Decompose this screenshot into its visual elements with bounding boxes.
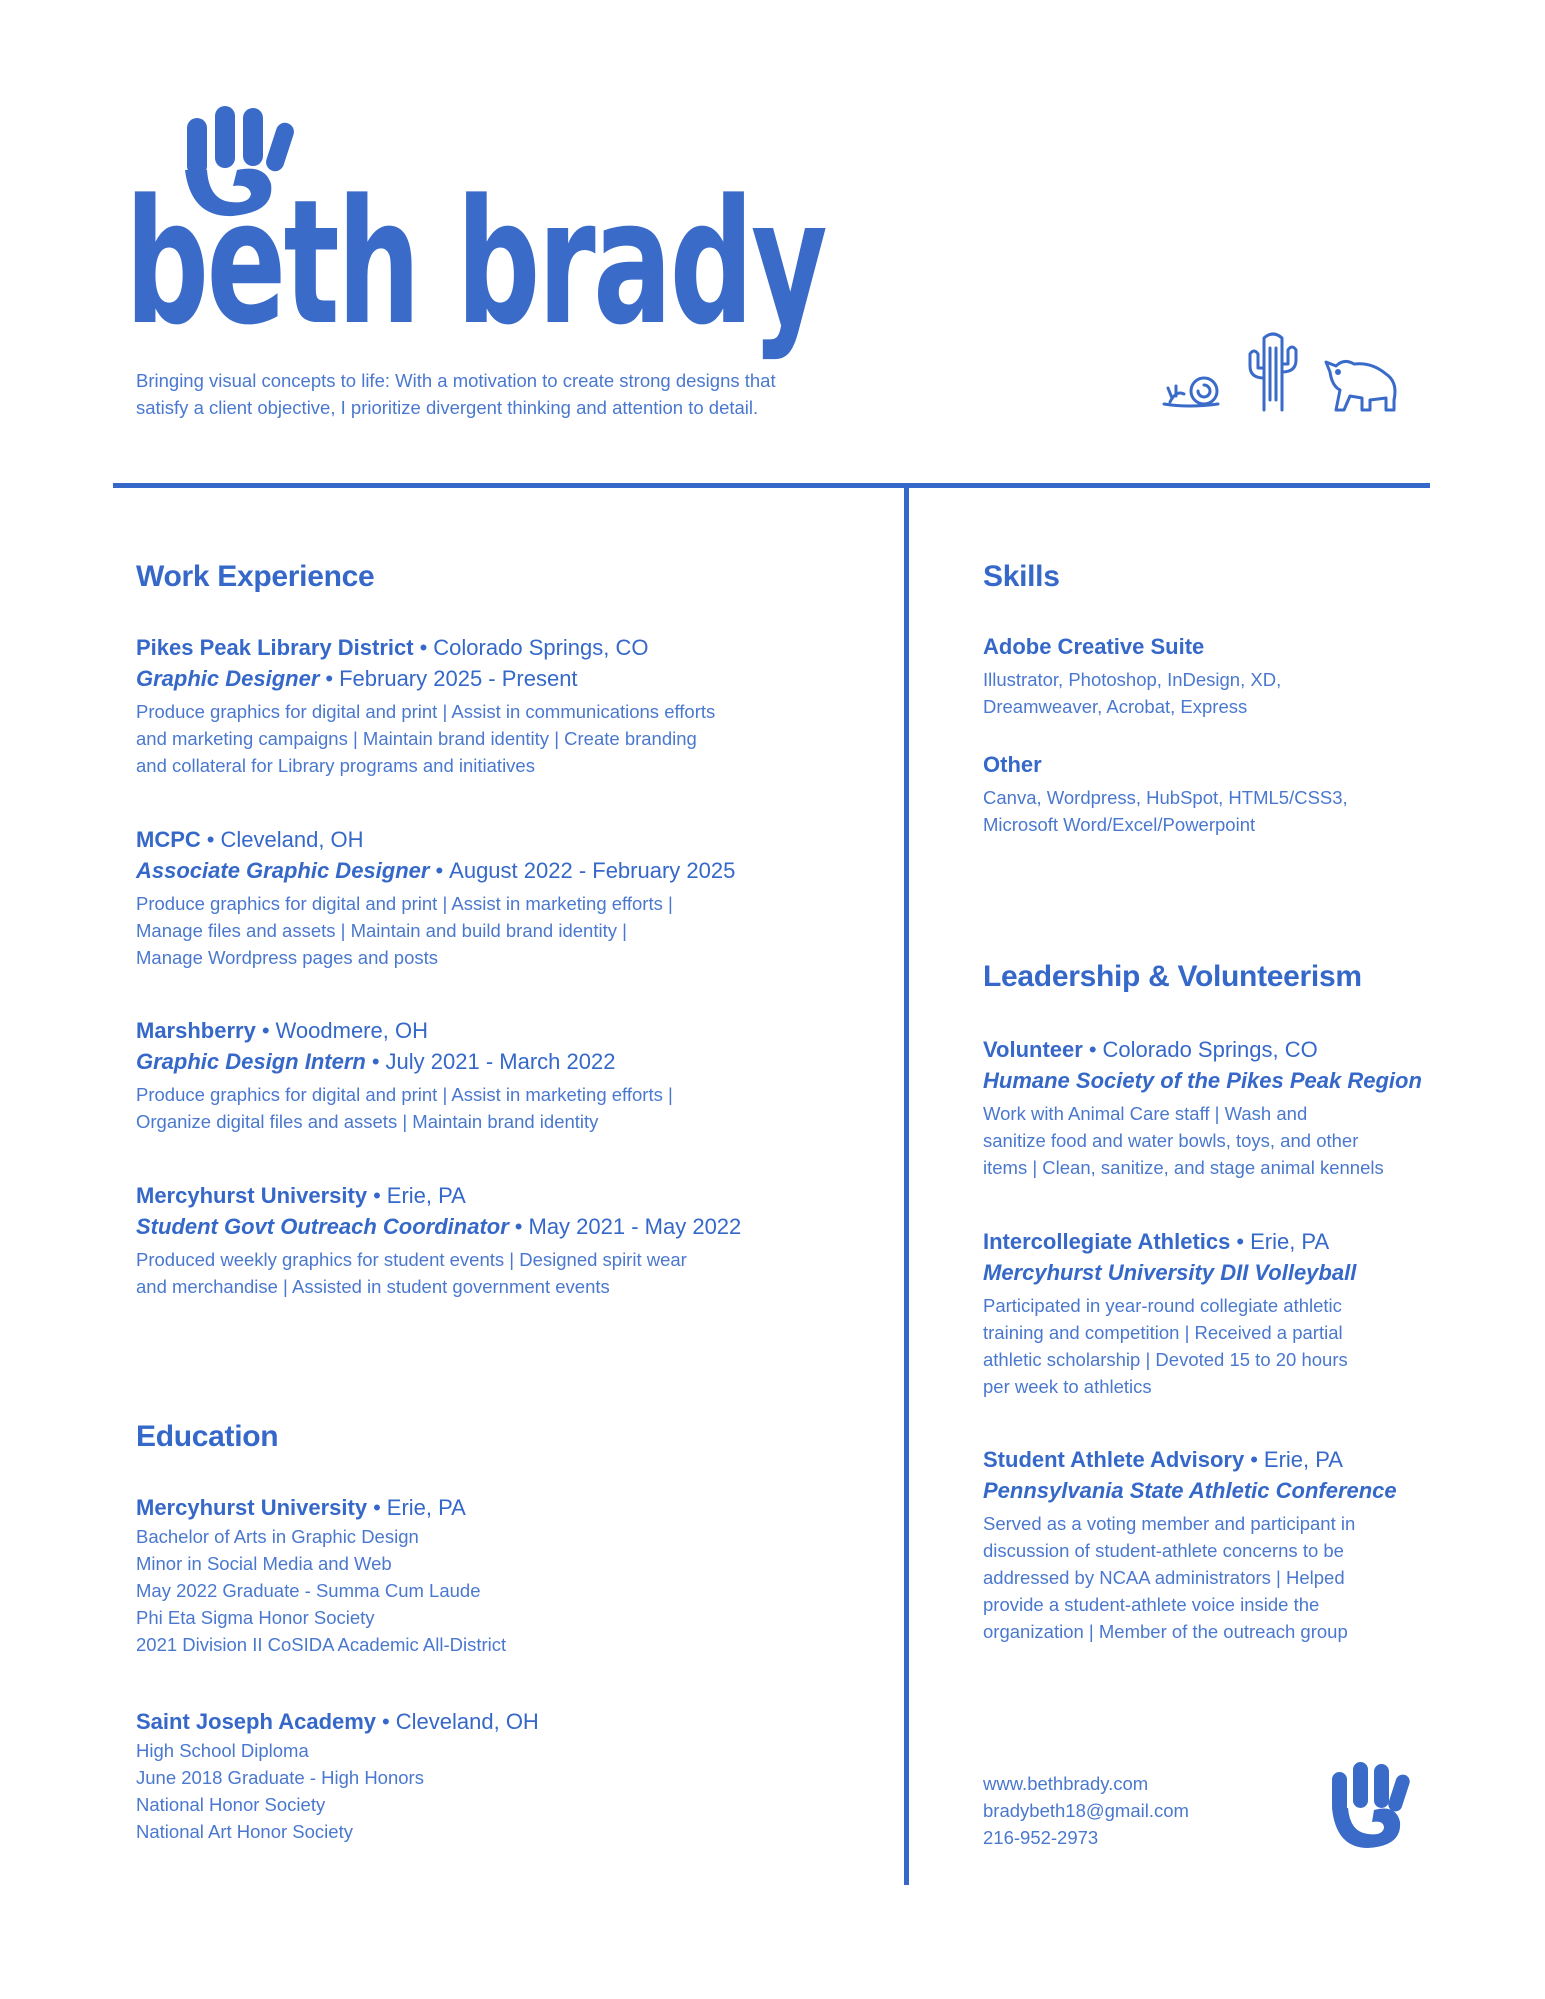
leadership-location: Erie, PA: [1263, 1447, 1343, 1472]
job-entry: Marshberry • Woodmere, OH Graphic Design Intern • July 2021 - March 2022 Produce graphics for digital and print | Assist in marketing efforts | Organize digital files and assets | Maintain brand identity: [136, 1015, 856, 1135]
job-org: Marshberry: [136, 1018, 256, 1043]
skill-group-title: Adobe Creative Suite: [983, 634, 1205, 659]
education-title: Education: [136, 1420, 279, 1453]
leadership-role: Humane Society of the Pikes Peak Region: [983, 1068, 1422, 1093]
school-org: Saint Joseph Academy: [136, 1709, 377, 1734]
job-role: Graphic Design Intern: [136, 1049, 366, 1074]
leadership-location: Colorado Springs, CO: [1102, 1037, 1318, 1062]
job-description: Produce graphics for digital and print | Assist in communications efforts and marketing campaigns | Maintain brand identity | Create branding and collateral for Library programs and initiatives: [136, 701, 716, 776]
job-role: Graphic Designer: [136, 666, 320, 691]
job-role: Associate Graphic Designer: [136, 858, 430, 883]
leadership-entry: Intercollegiate Athletics • Erie, PA Mercyhurst University DII Volleyball Participated in year-round collegiate athletic training and competition | Received a partial athletic scholarship | Devoted 15 to 20 hours per week to athletics: [983, 1226, 1443, 1400]
skill-list: Illustrator, Photoshop, InDesign, XD, Dreamweaver, Acrobat, Express: [983, 669, 1282, 717]
job-dates: May 2021 - May 2022: [528, 1214, 742, 1239]
snail-icon: [1164, 378, 1218, 406]
leadership-description: Served as a voting member and participant in discussion of student-athlete concerns to be addressed by NCAA administrators | Helped provide a student-athlete voice inside the organization | Member of the outreach group: [983, 1513, 1356, 1642]
leadership-org: Intercollegiate Athletics: [983, 1229, 1231, 1254]
leadership-entry: Student Athlete Advisory • Erie, PA Pennsylvania State Athletic Conference Served as a voting member and participant in discussion of student-athlete concerns to be addressed by NCAA administrators | Helped provide a student-athlete voice inside the organization | Member of the outreach group: [983, 1444, 1443, 1645]
cactus-icon: [1250, 334, 1296, 410]
leadership-role: Pennsylvania State Athletic Conference: [983, 1478, 1397, 1503]
job-entry: Mercyhurst University • Erie, PA Student Govt Outreach Coordinator • May 2021 - May 2022 Produced weekly graphics for student events | Designed spirit wear and merchandise | Assisted in student government events: [136, 1180, 856, 1300]
header-divider: [113, 483, 1430, 488]
leadership-description: Participated in year-round collegiate athletic training and competition | Received a partial athletic scholarship | Devoted 15 to 20 hours per week to athletics: [983, 1295, 1348, 1397]
school-entry: Mercyhurst University • Erie, PA Bachelor of Arts in Graphic Design Minor in Social Media and Web May 2022 Graduate - Summa Cum Laude Phi Eta Sigma Honor Society 2021 Division II CoSIDA Academic All-District: [136, 1492, 856, 1658]
leadership-org: Student Athlete Advisory: [983, 1447, 1245, 1472]
skill-group-title: Other: [983, 752, 1042, 777]
website-link[interactable]: www.bethbrady.com: [983, 1773, 1149, 1794]
school-entry: Saint Joseph Academy • Cleveland, OH High School Diploma June 2018 Graduate - High Honors National Honor Society National Art Honor Society: [136, 1706, 856, 1845]
job-org: MCPC: [136, 827, 201, 852]
name-logo: [125, 100, 855, 363]
school-org: Mercyhurst University: [136, 1495, 368, 1520]
skill-group: [983, 750, 1443, 838]
job-dates: February 2025 - Present: [339, 666, 578, 691]
job-location: Colorado Springs, CO: [433, 635, 649, 660]
leadership-title: Leadership & Volunteerism: [983, 960, 1362, 993]
name-text: beth brady: [125, 162, 827, 363]
job-location: Woodmere, OH: [275, 1018, 428, 1043]
work-experience-title: Work Experience: [136, 560, 375, 593]
school-location: Erie, PA: [386, 1495, 466, 1520]
skill-list: Canva, Wordpress, HubSpot, HTML5/CSS3, Microsoft Word/Excel/Powerpoint: [983, 787, 1348, 835]
job-description: Produced weekly graphics for student events | Designed spirit wear and merchandise | Assisted in student government events: [136, 1249, 687, 1297]
job-org: Pikes Peak Library District: [136, 635, 414, 660]
email-link[interactable]: bradybeth18@gmail.com: [983, 1800, 1189, 1821]
phone-number: 216-952-2973: [983, 1827, 1099, 1848]
job-location: Erie, PA: [386, 1183, 466, 1208]
tagline: Bringing visual concepts to life: With a motivation to create strong designs that satisfy a client objective, I prioritize divergent thinking and attention to detail.: [136, 370, 776, 418]
school-details: High School Diploma June 2018 Graduate - High Honors National Honor Society National Art Honor Society: [136, 1740, 424, 1842]
school-location: Cleveland, OH: [395, 1709, 539, 1734]
column-divider: [904, 483, 909, 1885]
job-description: Produce graphics for digital and print | Assist in marketing efforts | Manage files and assets | Maintain and build brand identity | Manage Wordpress pages and posts: [136, 893, 673, 968]
job-location: Cleveland, OH: [220, 827, 364, 852]
hand-logo-icon: [1326, 1760, 1412, 1852]
job-dates: August 2022 - February 2025: [449, 858, 736, 883]
job-description: Produce graphics for digital and print | Assist in marketing efforts | Organize digital files and assets | Maintain brand identity: [136, 1084, 673, 1132]
school-details: Bachelor of Arts in Graphic Design Minor in Social Media and Web May 2022 Graduate - Summa Cum Laude Phi Eta Sigma Honor Society 2021 Division II CoSIDA Academic All-District: [136, 1526, 507, 1655]
job-org: Mercyhurst University: [136, 1183, 368, 1208]
skills-title: Skills: [983, 560, 1060, 593]
job-dates: July 2021 - March 2022: [385, 1049, 616, 1074]
leadership-role: Mercyhurst University DII Volleyball: [983, 1260, 1357, 1285]
leadership-description: Work with Animal Care staff | Wash and sanitize food and water bowls, toys, and other items | Clean, sanitize, and stage animal kennels: [983, 1103, 1384, 1178]
bear-icon: [1326, 361, 1395, 410]
job-entry: Pikes Peak Library District • Colorado Springs, CO Graphic Designer • February 2025 - Present Produce graphics for digital and print | Assist in communications efforts and marketing campaigns | Maintain brand identity | Create branding and collateral for Library programs and initiatives: [136, 632, 856, 779]
leadership-org: Volunteer: [983, 1037, 1083, 1062]
job-role: Student Govt Outreach Coordinator: [136, 1214, 509, 1239]
leadership-entry: Volunteer • Colorado Springs, CO Humane Society of the Pikes Peak Region Work with Animal Care staff | Wash and sanitize food and water bowls, toys, and other items | Clean, sanitize, and stage animal kennels: [983, 1034, 1443, 1181]
leadership-location: Erie, PA: [1250, 1229, 1330, 1254]
doodle-illustrations: [1158, 328, 1408, 418]
job-entry: MCPC • Cleveland, OH Associate Graphic Designer • August 2022 - February 2025 Produce graphics for digital and print | Assist in marketing efforts | Manage files and assets | Maintain and build brand identity | Manage Wordpress pages and posts: [136, 824, 856, 971]
skill-group: [983, 632, 1443, 720]
